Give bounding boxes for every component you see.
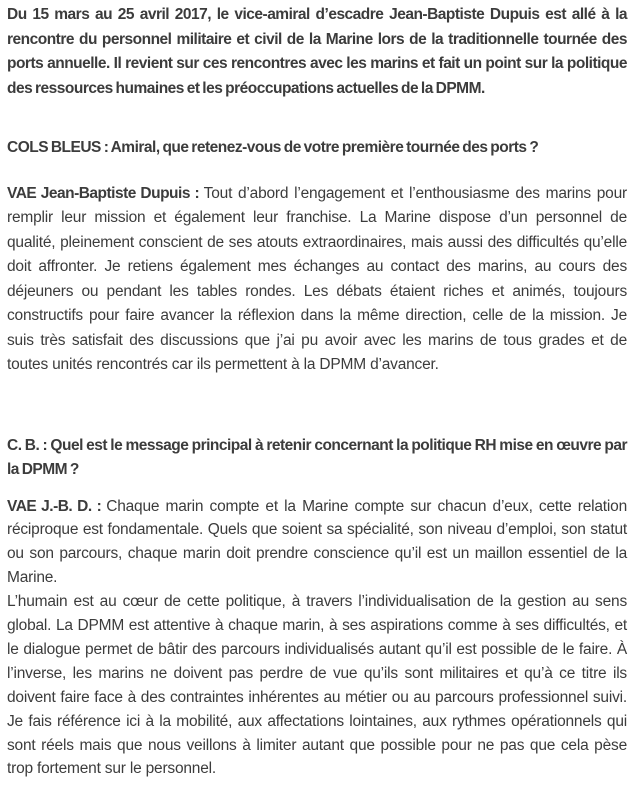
intro-text: Du 15 mars au 25 avril 2017, le vice-amiral d’escadre Jean-Baptiste Dupuis est allé à la rencontre du personnel militaire et civil de la Marine lors de la traditionnelle tournée des ports annuelle. Il revient sur ces rencontres avec les marins et fait un point sur la politique des ressources humaines et les préoccupations actuelles de la DPMM. <box>7 6 627 97</box>
question-2 <box>7 434 627 483</box>
question-2-text: C. B. : Quel est le message principal à retenir concernant la politique RH mise en œuvre par la DPMM ? <box>7 436 627 478</box>
answer-2-text-part2: L’humain est au cœur de cette politique, à travers l’individualisation de la gestion au sens global. La DPMM est attentive à chaque marin, à ses aspirations comme à ses difficultés, et le dialogue permet de bâtir des parcours individualisés autant qu’il est possible de le faire. À l’inverse, les marins ne doivent pas perdre de vue qu’ils sont militaires et qu’à ce titre ils doivent faire face à des contraintes inhérentes au métier ou au parcours professionnel suivi. Je fais référence ici à la mobilité, aux affectations lointaines, aux rythmes opérationnels qui sont réels mais que nous veillons à limiter autant que possible pour ne pas que cela pèse trop fortement sur le personnel. <box>7 593 627 778</box>
intro-paragraph <box>7 3 627 101</box>
question-1 <box>7 136 627 161</box>
answer-1-text: Tout d’abord l’engagement et l’enthousiasme des marins pour remplir leur mission et également leur franchise. La Marine dispose d’un personnel de qualité, pleinement conscient de ses atouts extraordinaires, mais aussi des difficultés qu’elle doit affronter. Je retiens également mes échanges au contact des marins, au cours des déjeuners ou pendant les tables rondes. Les débats étaient riches et animés, toujours constructifs pour faire avancer la réflexion dans la même direction, celle de la mission. Je suis très satisfait des discussions que j’ai pu avoir avec les marins de tous grades et de toutes unités rencontrés car ils permettent à la DPMM d’avancer. <box>7 184 627 373</box>
answer-2-speaker: VAE J.-B. D. : <box>7 497 107 515</box>
answer-1 <box>7 182 627 378</box>
answer-1-speaker: VAE Jean-Baptiste Dupuis : <box>7 184 204 202</box>
answer-2-text-part1: Chaque marin compte et la Marine compte sur chacun d’eux, cette relation réciproque est fondamentale. Quels que soient sa spécialité, son niveau d’emploi, son statut ou son parcours, chaque marin doit prendre conscience qu’il est un maillon essentiel de la Marine. <box>7 497 627 587</box>
answer-2 <box>7 495 627 782</box>
question-1-text: COLS BLEUS : Amiral, que retenez-vous de votre première tournée des ports ? <box>7 139 539 156</box>
